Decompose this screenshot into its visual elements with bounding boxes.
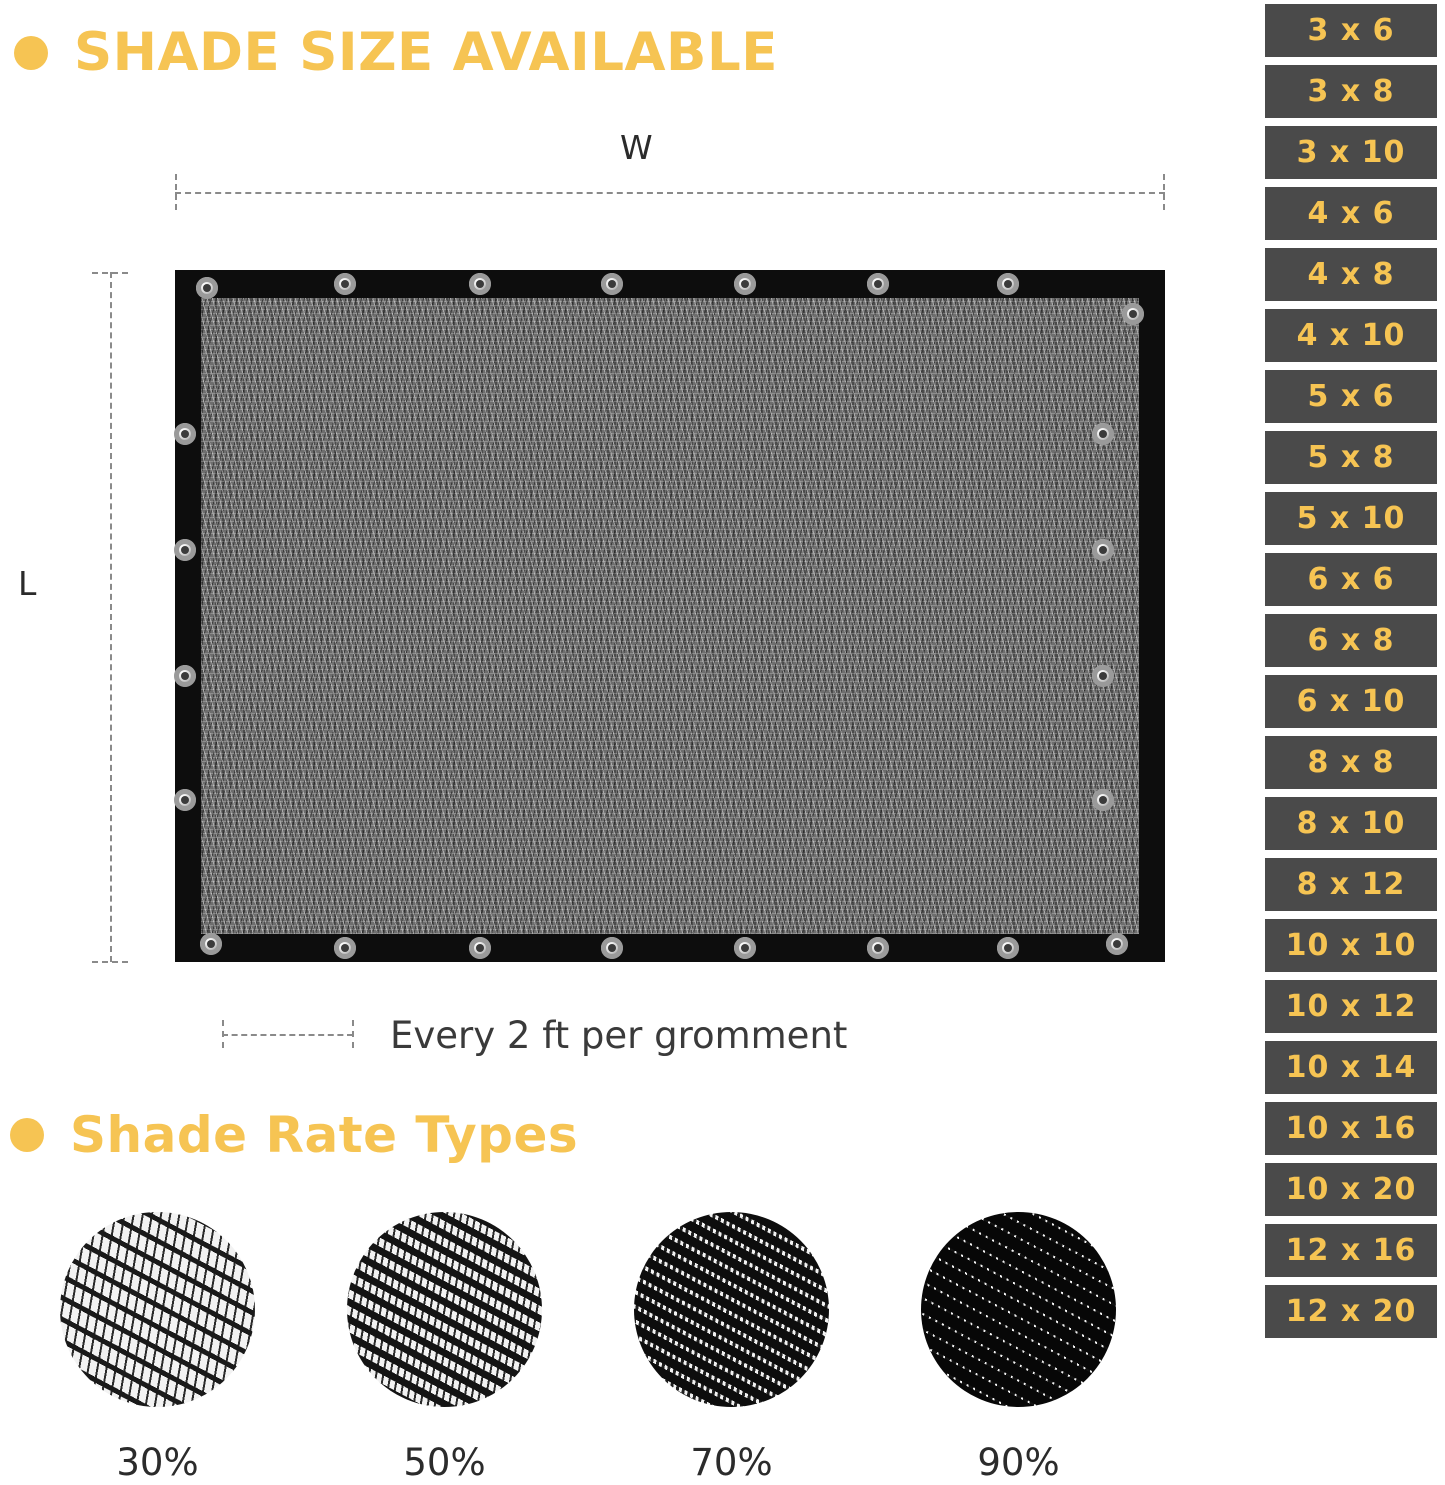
length-dimension-line	[110, 272, 112, 962]
length-tick-bottom	[92, 961, 128, 963]
grommet	[997, 273, 1019, 295]
size-chip: 3 x 8	[1265, 65, 1437, 118]
shade-rate-item	[60, 1212, 255, 1484]
shade-cloth-panel	[175, 270, 1165, 962]
grommet	[601, 273, 623, 295]
grommet	[174, 665, 196, 687]
shade-rate-label: 90%	[977, 1441, 1060, 1484]
grommet	[997, 937, 1019, 959]
size-chip: 12 x 16	[1265, 1224, 1437, 1277]
grommet-spacing-caption: Every 2 ft per gromment	[390, 1014, 848, 1057]
size-chip: 10 x 16	[1265, 1102, 1437, 1155]
grommet	[174, 539, 196, 561]
grommet	[734, 937, 756, 959]
shade-rate-label: 30%	[116, 1441, 199, 1484]
length-tick-top	[92, 272, 128, 274]
mesh-50-icon	[347, 1212, 542, 1407]
mesh-70-icon	[634, 1212, 829, 1407]
grommet	[601, 937, 623, 959]
grommet	[1092, 539, 1114, 561]
size-chip: 4 x 8	[1265, 248, 1437, 301]
width-tick-right	[1163, 174, 1165, 210]
size-chip: 8 x 8	[1265, 736, 1437, 789]
grommet	[174, 789, 196, 811]
grommet	[174, 423, 196, 445]
size-chip: 10 x 14	[1265, 1041, 1437, 1094]
mesh-texture	[201, 298, 1139, 934]
width-label: W	[620, 128, 653, 167]
size-chip: 8 x 12	[1265, 858, 1437, 911]
size-chip: 8 x 10	[1265, 797, 1437, 850]
size-chip: 3 x 10	[1265, 126, 1437, 179]
size-list	[1265, 4, 1437, 1338]
size-chip: 4 x 6	[1265, 187, 1437, 240]
bullet-dot-icon	[10, 1118, 44, 1152]
shade-rate-item	[347, 1212, 542, 1484]
mesh-30-icon	[60, 1212, 255, 1407]
size-chip: 5 x 8	[1265, 431, 1437, 484]
grommet	[334, 937, 356, 959]
size-chip: 6 x 6	[1265, 553, 1437, 606]
size-chip: 12 x 20	[1265, 1285, 1437, 1338]
grommet	[469, 937, 491, 959]
spacing-dimension-line	[222, 1034, 353, 1036]
grommet	[196, 277, 218, 299]
page-title-label: SHADE SIZE AVAILABLE	[74, 22, 778, 83]
size-chip: 5 x 10	[1265, 492, 1437, 545]
grommet	[1092, 789, 1114, 811]
width-dimension-line	[175, 192, 1165, 194]
mesh-90-icon	[921, 1212, 1116, 1407]
size-chip: 10 x 12	[1265, 980, 1437, 1033]
grommet	[1122, 303, 1144, 325]
size-chip: 10 x 10	[1265, 919, 1437, 972]
shade-rate-item	[634, 1212, 829, 1484]
grommet	[469, 273, 491, 295]
size-chip: 3 x 6	[1265, 4, 1437, 57]
size-chip: 4 x 10	[1265, 309, 1437, 362]
shade-rate-item	[921, 1212, 1116, 1484]
size-chip: 10 x 20	[1265, 1163, 1437, 1216]
grommet	[867, 273, 889, 295]
size-chip: 6 x 8	[1265, 614, 1437, 667]
grommet	[1106, 933, 1128, 955]
shade-rate-title-label: Shade Rate Types	[70, 1106, 579, 1164]
length-label: L	[18, 564, 37, 603]
shade-rate-title	[10, 1106, 579, 1164]
grommet	[1092, 423, 1114, 445]
grommet	[867, 937, 889, 959]
grommet	[734, 273, 756, 295]
grommet	[200, 933, 222, 955]
grommet	[1092, 665, 1114, 687]
width-tick-left	[175, 174, 177, 210]
shade-rate-list	[60, 1212, 1220, 1484]
grommet	[334, 273, 356, 295]
size-chip: 6 x 10	[1265, 675, 1437, 728]
size-chip: 5 x 6	[1265, 370, 1437, 423]
shade-rate-label: 70%	[690, 1441, 773, 1484]
shade-rate-label: 50%	[403, 1441, 486, 1484]
